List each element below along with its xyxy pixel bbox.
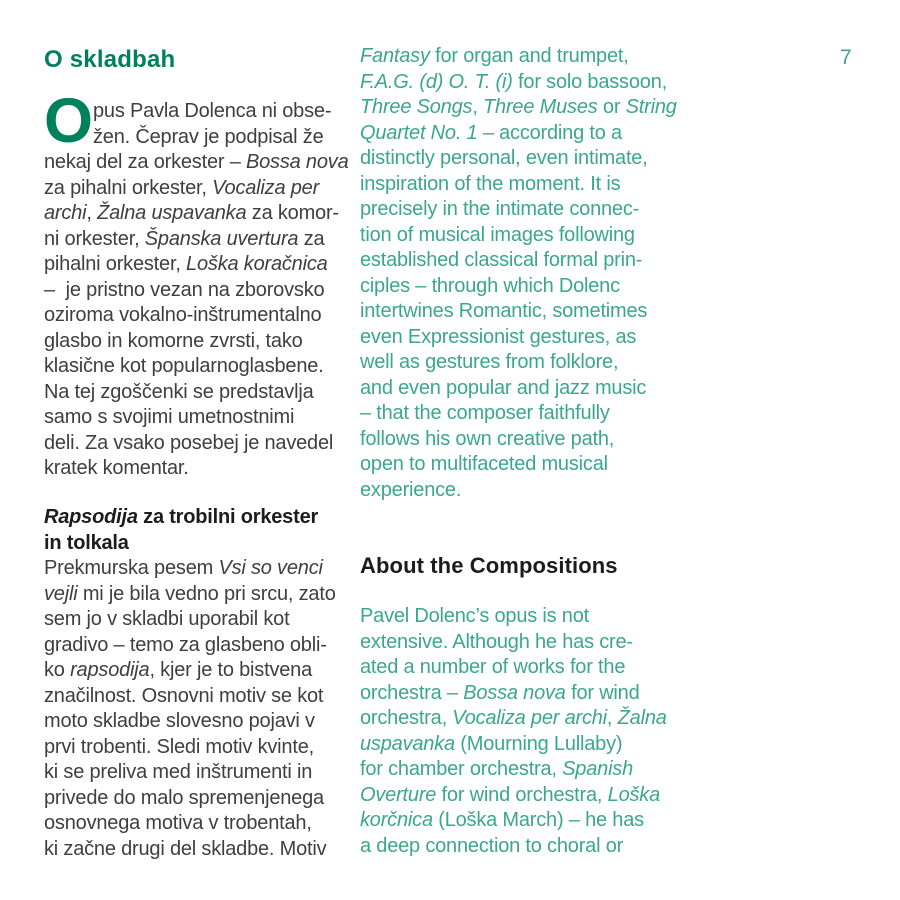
text-line — [44, 201, 349, 227]
text-line — [360, 146, 675, 172]
text-line — [360, 274, 675, 300]
text-segment: kratek komentar. — [44, 457, 189, 479]
text-segment: Three Muses — [483, 96, 598, 118]
text-line — [360, 427, 675, 453]
text-segment: sem jo v skladbi uporabil kot — [44, 608, 290, 630]
text-line — [44, 380, 349, 406]
text-segment: orchestra, — [360, 707, 453, 729]
text-segment: follows his own creative path, — [360, 427, 615, 450]
text-line — [44, 531, 349, 557]
text-line — [360, 325, 675, 351]
text-segment: Bossa nova — [245, 151, 349, 173]
text-segment: rapsodija — [70, 659, 150, 681]
text-line — [360, 834, 675, 860]
text-line — [360, 299, 675, 325]
text-line — [44, 760, 349, 786]
text-line — [360, 401, 675, 427]
text-segment: klasične kot popularnoglasbene. — [44, 355, 324, 377]
text-segment: za trobilni orkester — [137, 506, 319, 528]
text-line — [44, 456, 349, 482]
text-line — [360, 706, 675, 732]
text-segment: orchestra – — [360, 681, 464, 704]
text-line — [44, 811, 349, 837]
text-segment: well as gestures from folklore, — [360, 351, 619, 373]
text-segment: – according to a — [477, 121, 622, 144]
text-line — [44, 837, 349, 863]
text-line — [44, 556, 349, 582]
text-line — [360, 376, 675, 402]
text-segment: , — [86, 202, 98, 224]
right-paragraph-continued — [360, 44, 675, 503]
text-segment: archi — [44, 202, 87, 224]
text-segment: for organ and trumpet, — [429, 45, 629, 67]
text-segment: Three Songs — [360, 96, 473, 118]
text-segment: Žalna uspavanka — [97, 202, 247, 224]
text-line — [44, 252, 349, 278]
text-line — [44, 633, 349, 659]
text-segment: String — [625, 96, 677, 118]
text-segment: oziroma vokalno-inštrumentalno — [44, 304, 322, 326]
text-segment: or — [597, 96, 626, 118]
text-segment: open to multifaceted musical — [360, 453, 608, 475]
text-line — [44, 431, 349, 457]
text-line — [360, 655, 675, 681]
text-line — [360, 604, 675, 630]
text-line — [360, 172, 675, 198]
text-segment: Pavel Dolenc’s opus is not — [360, 605, 590, 627]
text-segment: glasbo in komorne zvrsti, tako — [44, 329, 303, 352]
text-segment: Prekmurska pesem — [44, 557, 219, 579]
text-segment: mi je bila vedno pri srcu, zato — [77, 582, 336, 605]
right-column-heading: About the Compositions — [360, 553, 618, 578]
text-line — [360, 95, 675, 121]
text-line — [44, 278, 349, 304]
text-segment: moto skladbe slovesno pojavi v — [44, 710, 315, 732]
text-line — [360, 478, 675, 504]
text-line — [44, 658, 349, 684]
text-segment: established classical formal prin- — [360, 249, 643, 271]
text-segment: distinctly personal, even intimate, — [360, 147, 648, 169]
text-segment: Španska uvertura — [144, 227, 299, 250]
text-line — [44, 176, 349, 202]
text-line — [44, 735, 349, 761]
text-segment: deli. Za vsako posebej je navedel — [44, 431, 334, 454]
text-segment: ciples – through which Dolenc — [360, 274, 620, 297]
text-segment: inspiration of the moment. It is — [360, 172, 621, 195]
text-line — [44, 303, 349, 329]
text-segment: Loška — [607, 783, 661, 806]
text-segment: tion of musical images following — [360, 223, 635, 246]
left-column-heading: O skladbah — [44, 46, 176, 73]
text-segment: even Expressionist gestures, as — [360, 325, 637, 348]
text-segment: ni orkester, — [44, 227, 145, 250]
text-segment: (Loška March) – he has — [432, 809, 644, 831]
text-line — [360, 350, 675, 376]
text-line — [360, 121, 675, 147]
text-line — [44, 354, 349, 380]
text-line — [44, 582, 349, 608]
text-segment: – je pristno vezan na zborovsko — [44, 278, 325, 301]
text-line — [360, 197, 675, 223]
text-segment: Loška koračnica — [186, 253, 328, 275]
right-paragraph-about — [360, 604, 675, 859]
text-segment: značilnost. Osnovni motiv se kot — [44, 684, 324, 707]
text-segment: for chamber orchestra, — [360, 758, 563, 780]
text-line — [360, 808, 675, 834]
text-line — [360, 70, 675, 96]
text-segment: for wind — [565, 681, 640, 704]
text-segment: Fantasy — [360, 45, 430, 67]
text-line — [44, 607, 349, 633]
text-line — [44, 329, 349, 355]
dropcap-letter: O — [44, 86, 94, 156]
text-line — [44, 684, 349, 710]
text-segment: osnovnega motiva v trobentah, — [44, 812, 312, 834]
text-segment: F.A.G. (d) O. T. (i) — [360, 70, 513, 93]
text-line — [360, 681, 675, 707]
text-segment: extensive. Although he has cre- — [360, 630, 633, 653]
text-segment: intertwines Romantic, sometimes — [360, 300, 648, 322]
text-line — [360, 452, 675, 478]
text-line — [44, 786, 349, 812]
text-segment: pus Pavla Dolenca ni obse- — [93, 100, 332, 122]
text-line — [44, 709, 349, 735]
text-segment: privede do malo spremenjenega — [44, 786, 324, 809]
text-segment: , — [606, 707, 618, 729]
text-segment: Quartet No. 1 — [360, 121, 478, 144]
text-line — [44, 505, 349, 531]
text-segment: for wind orchestra, — [436, 783, 608, 806]
text-segment: , — [472, 96, 484, 118]
text-segment: ated a number of works for the — [360, 656, 626, 678]
text-segment: – that the composer faithfully — [360, 402, 610, 424]
text-segment: Vsi so venci — [218, 557, 323, 579]
text-segment: experience. — [360, 478, 462, 501]
text-segment: za pihalni orkester, — [44, 176, 213, 199]
text-segment: ki se preliva med inštrumenti in — [44, 761, 313, 783]
text-segment: samo s svojimi umetnostnimi — [44, 406, 295, 428]
text-segment: korčnica — [360, 809, 433, 831]
page-number: 7 — [840, 46, 852, 69]
text-segment: vejli — [44, 582, 78, 605]
text-segment: and even popular and jazz music — [360, 376, 647, 399]
left-section-heading — [44, 505, 349, 556]
text-segment: Na tej zgoščenki se predstavlja — [44, 380, 314, 403]
text-line — [360, 757, 675, 783]
text-segment: precisely in the intimate connec- — [360, 198, 640, 220]
text-segment: Žalna — [617, 707, 667, 729]
text-segment: za komor- — [246, 202, 339, 224]
text-segment: , kjer je to bistvena — [149, 659, 313, 681]
text-segment: nekaj del za orkester – — [44, 151, 246, 173]
text-segment: ko — [44, 659, 71, 681]
text-line — [360, 44, 675, 70]
text-line — [360, 248, 675, 274]
text-line — [360, 223, 675, 249]
text-segment: for solo bassoon, — [512, 70, 667, 93]
text-segment: Vocaliza per archi — [452, 707, 607, 729]
text-segment: (Mourning Lullaby) — [454, 732, 623, 755]
text-line — [360, 732, 675, 758]
left-paragraph-intro — [44, 86, 349, 482]
text-segment: pihalni orkester, — [44, 253, 187, 275]
text-segment: Overture — [360, 783, 437, 806]
text-segment: Vocaliza per — [212, 176, 320, 199]
text-segment: gradivo – temo za glasbeno obli- — [44, 633, 327, 656]
text-segment: žen. Čeprav je podpisal že — [93, 125, 324, 148]
text-segment: za — [298, 227, 325, 250]
text-line — [360, 630, 675, 656]
text-line — [44, 227, 349, 253]
text-segment: prvi trobenti. Sledi motiv kvinte, — [44, 735, 314, 758]
text-segment: Bossa nova — [463, 681, 566, 704]
text-segment: in tolkala — [44, 531, 129, 554]
text-segment: ki začne drugi del skladbe. Motiv — [44, 837, 327, 860]
text-segment: Rapsodija — [44, 506, 138, 528]
text-segment: Spanish — [562, 758, 634, 780]
text-segment: uspavanka — [360, 732, 455, 755]
text-line — [44, 405, 349, 431]
text-line — [360, 783, 675, 809]
left-paragraph-rapsodija — [44, 556, 349, 862]
text-segment: a deep connection to choral or — [360, 834, 624, 857]
